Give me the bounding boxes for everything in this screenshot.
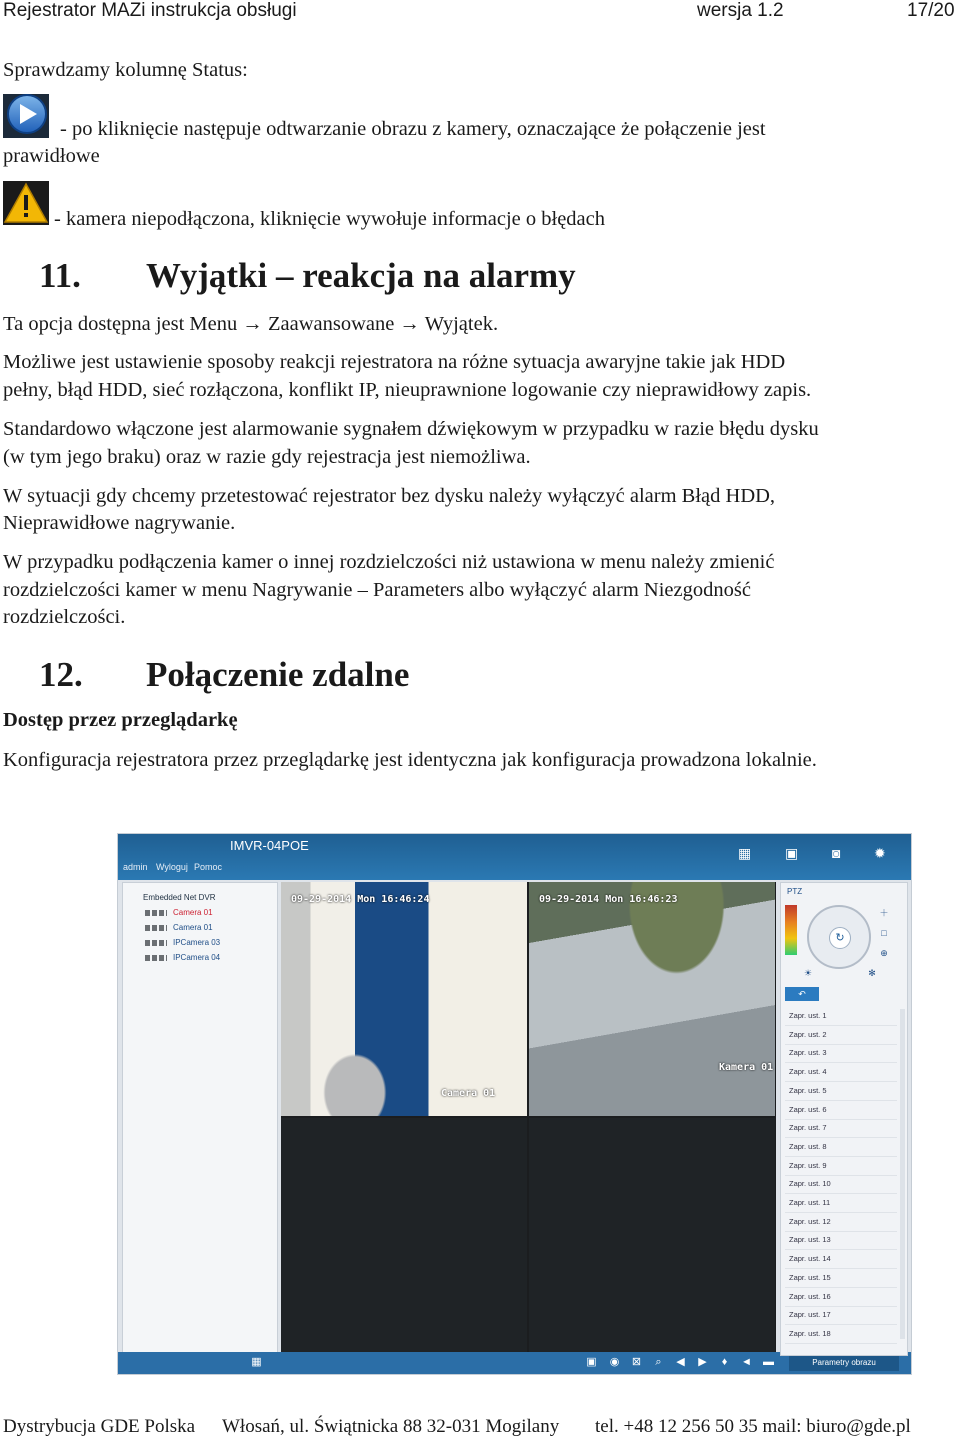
video-tile-1[interactable] bbox=[281, 882, 527, 1116]
section11-p4-l2: Nieprawidłowe nagrywanie. bbox=[3, 512, 236, 534]
layout-grid-icon[interactable]: ▦ bbox=[251, 1356, 262, 1368]
section11-p2-l1: Możliwe jest ustawienie sposoby reakcji rejestratora na różne sytuacja awaryjne takie jak HDD bbox=[3, 351, 786, 373]
video-tile-2[interactable] bbox=[529, 882, 775, 1116]
section11-p2-l2: pełny, błąd HDD, sieć rozłączona, konflikt IP, nieuprawnione logowanie czy nieprawidłowy zapis. bbox=[3, 379, 812, 401]
next-page-icon[interactable]: ▶ bbox=[698, 1356, 707, 1368]
tree-item-label: IPCamera 04 bbox=[173, 953, 221, 962]
preset-divider bbox=[785, 1249, 897, 1250]
ptz-label: PTZ bbox=[787, 887, 803, 896]
preset-item[interactable]: Zapr. ust. 16 bbox=[789, 1291, 831, 1301]
status-play-line2: prawidłowe bbox=[3, 145, 100, 167]
section11-p3-l2: (w tym jego braku) oraz w razie gdy rejestracja jest niemożliwa. bbox=[3, 446, 531, 468]
preset-item[interactable]: Zapr. ust. 5 bbox=[789, 1085, 827, 1095]
section11-p1: Ta opcja dostępna jest Menu → Zaawansowane → Wyjątek. bbox=[3, 313, 499, 335]
tree-item-camera2[interactable] bbox=[145, 923, 213, 932]
preset-item[interactable]: Zapr. ust. 15 bbox=[789, 1272, 831, 1282]
preset-divider bbox=[785, 1156, 897, 1157]
preset-divider bbox=[785, 1306, 897, 1307]
preset-item[interactable]: Zapr. ust. 2 bbox=[789, 1029, 827, 1039]
preset-divider bbox=[785, 1119, 897, 1120]
prev-page-icon[interactable]: ◀ bbox=[676, 1356, 685, 1368]
play-icon bbox=[3, 94, 49, 138]
video-tile-4[interactable] bbox=[529, 1118, 775, 1352]
preset-divider bbox=[785, 1193, 897, 1194]
ptz-panel bbox=[780, 882, 908, 1356]
section12-title: Połączenie zdalne bbox=[146, 655, 410, 694]
status-play-line1: - po kliknięcie następuje odtwarzanie obrazu z kamery, oznaczające że połączenie jest bbox=[60, 118, 766, 140]
osd-timestamp: 09-29-2014 Mon 16:46:23 bbox=[539, 894, 678, 905]
preset-tab-button[interactable]: ↶ bbox=[785, 987, 819, 1001]
ptz-speed-bar[interactable] bbox=[785, 905, 797, 955]
tree-item-ipcamera4[interactable] bbox=[145, 953, 220, 962]
menu-help[interactable]: Pomoc bbox=[194, 862, 223, 872]
preset-divider bbox=[785, 1268, 897, 1269]
settings-gear-icon[interactable]: ✹ bbox=[874, 845, 886, 861]
status-warning-line: - kamera niepodłączona, kliknięcie wywołuje informacje o błędach bbox=[54, 208, 605, 230]
section11-p5-l3: rozdzielczości. bbox=[3, 606, 126, 628]
preset-item[interactable]: Zapr. ust. 14 bbox=[789, 1254, 831, 1264]
preset-divider bbox=[785, 1287, 897, 1288]
preset-divider bbox=[785, 1175, 897, 1176]
preset-divider bbox=[785, 1343, 897, 1344]
preset-divider bbox=[785, 1231, 897, 1232]
tree-item-camera1[interactable] bbox=[145, 908, 213, 917]
page-header bbox=[0, 0, 960, 22]
section11-p4-l1: W sytuacji gdy chcemy przetestować rejestrator bez dysku należy wyłączyć alarm Błąd HDD, bbox=[3, 485, 776, 507]
section11-p5-l1: W przypadku podłączenia kamer o innej rozdzielczości niż ustawiona w menu należy zmienić bbox=[3, 551, 775, 573]
section12-subtitle: Dostęp przez przeglądarkę bbox=[3, 709, 238, 731]
app-topbar bbox=[118, 834, 911, 880]
preset-item[interactable]: Zapr. ust. 17 bbox=[789, 1310, 831, 1320]
camera-label: Camera 01 bbox=[441, 1088, 496, 1099]
preset-divider bbox=[785, 1137, 897, 1138]
osd-timestamp: 09-29-2014 Mon 16:46:24 bbox=[291, 894, 430, 905]
preset-scrollbar[interactable] bbox=[900, 1009, 905, 1339]
camera-icon bbox=[145, 925, 167, 931]
stop-all-icon[interactable]: ⊠ bbox=[631, 1356, 642, 1368]
section11-number: 11. bbox=[39, 256, 81, 295]
tree-item-label: IPCamera 03 bbox=[173, 938, 221, 947]
iris-icon[interactable]: ⊕ bbox=[880, 948, 888, 958]
search-log-icon[interactable]: ◙ bbox=[832, 845, 841, 861]
tree-item-label: Camera 01 bbox=[173, 923, 213, 932]
live-view-icon[interactable]: ▦ bbox=[738, 845, 752, 861]
tree-root[interactable]: Embedded Net DVR bbox=[143, 893, 216, 902]
doc-title: Rejestrator MAZi instrukcja obsługi bbox=[3, 0, 297, 21]
section11-p5-l2: rozdzielczości kamer w menu Nagrywanie – Parameters albo wyłączyć alarm Niezgodność bbox=[3, 579, 751, 601]
preset-item[interactable]: Zapr. ust. 11 bbox=[789, 1198, 831, 1207]
video-tile-3[interactable] bbox=[281, 1118, 527, 1352]
camera-tree-panel bbox=[122, 882, 278, 1356]
section11-title: Wyjątki – reakcja na alarmy bbox=[146, 256, 576, 295]
camera-icon bbox=[145, 955, 167, 961]
preset-divider bbox=[785, 1044, 897, 1045]
footer-company: Dystrybucja GDE Polska bbox=[3, 1416, 196, 1437]
dvr-web-screenshot bbox=[117, 833, 912, 1375]
camera-icon bbox=[145, 940, 167, 946]
preset-divider bbox=[785, 1212, 897, 1213]
tree-item-label: Camera 01 bbox=[173, 908, 213, 917]
preset-item[interactable]: Zapr. ust. 13 bbox=[789, 1235, 831, 1245]
section12-p1: Konfiguracja rejestratora przez przeglądarkę jest identyczna jak konfiguracja prowadzona lokalnie. bbox=[3, 749, 817, 771]
app-title: IMVR-04POE bbox=[230, 838, 309, 853]
preset-item[interactable]: Zapr. ust. 4 bbox=[789, 1067, 827, 1077]
footer-address: Włosań, ul. Świątnicka 88 32-031 Mogilany bbox=[222, 1416, 560, 1437]
warning-icon bbox=[3, 181, 49, 225]
section11-p3-l1: Standardowo włączone jest alarmowanie sygnałem dźwiękowym w przypadku w razie błędu dysku bbox=[3, 418, 819, 440]
preset-divider bbox=[785, 1025, 897, 1026]
status-intro: Sprawdzamy kolumnę Status: bbox=[3, 59, 248, 81]
section12-number: 12. bbox=[39, 655, 83, 694]
preset-divider bbox=[785, 1062, 897, 1063]
microphone-icon[interactable]: ♦ bbox=[721, 1356, 728, 1368]
footer-contact: tel. +48 12 256 50 35 mail: biuro@gde.pl bbox=[595, 1416, 911, 1437]
preset-item[interactable]: Zapr. ust. 1 bbox=[789, 1011, 827, 1020]
menu-logout[interactable]: Wyloguj bbox=[156, 862, 188, 872]
video-grid bbox=[281, 882, 776, 1354]
snapshot-icon[interactable]: ◉ bbox=[609, 1356, 620, 1368]
playback-icon[interactable]: ▣ bbox=[785, 845, 799, 861]
preset-divider bbox=[785, 1100, 897, 1101]
volume-icon[interactable]: ◄ bbox=[741, 1356, 752, 1368]
light-icon[interactable]: ☀ bbox=[803, 968, 813, 978]
audio-slider[interactable]: ▬ bbox=[763, 1356, 774, 1368]
image-params-button[interactable]: Parametry obrazu bbox=[789, 1355, 899, 1371]
ptz-direction-dial[interactable] bbox=[807, 905, 871, 969]
preset-divider bbox=[785, 1081, 897, 1082]
preset-item[interactable]: Zapr. ust. 18 bbox=[789, 1328, 831, 1338]
zoom-in-icon[interactable]: ＋ bbox=[879, 908, 889, 918]
preset-item[interactable]: Zapr. ust. 12 bbox=[789, 1216, 831, 1226]
preset-item[interactable]: Zapr. ust. 9 bbox=[789, 1160, 827, 1170]
preset-divider bbox=[785, 1324, 897, 1325]
menu-admin[interactable]: admin bbox=[123, 862, 148, 872]
camera-label: Kamera 01 bbox=[719, 1062, 774, 1073]
wiper-icon[interactable]: ✻ bbox=[868, 968, 876, 978]
ptz-auto-icon[interactable]: ↻ bbox=[829, 927, 851, 949]
preset-item[interactable]: Zapr. ust. 6 bbox=[789, 1104, 827, 1114]
camera-icon bbox=[145, 910, 167, 916]
doc-version: wersja 1.2 bbox=[697, 0, 784, 21]
focus-icon[interactable]: □ bbox=[881, 928, 887, 938]
zoom-icon[interactable]: ⌕ bbox=[655, 1356, 662, 1368]
preset-item[interactable]: Zapr. ust. 7 bbox=[789, 1123, 827, 1133]
tree-item-ipcamera3[interactable] bbox=[145, 938, 220, 947]
page-number: 17/20 bbox=[907, 0, 955, 21]
preset-item[interactable]: Zapr. ust. 3 bbox=[789, 1048, 827, 1058]
preset-item[interactable]: Zapr. ust. 10 bbox=[789, 1179, 831, 1189]
preset-item[interactable]: Zapr. ust. 8 bbox=[789, 1141, 827, 1151]
fullscreen-icon[interactable]: ▣ bbox=[586, 1356, 597, 1368]
